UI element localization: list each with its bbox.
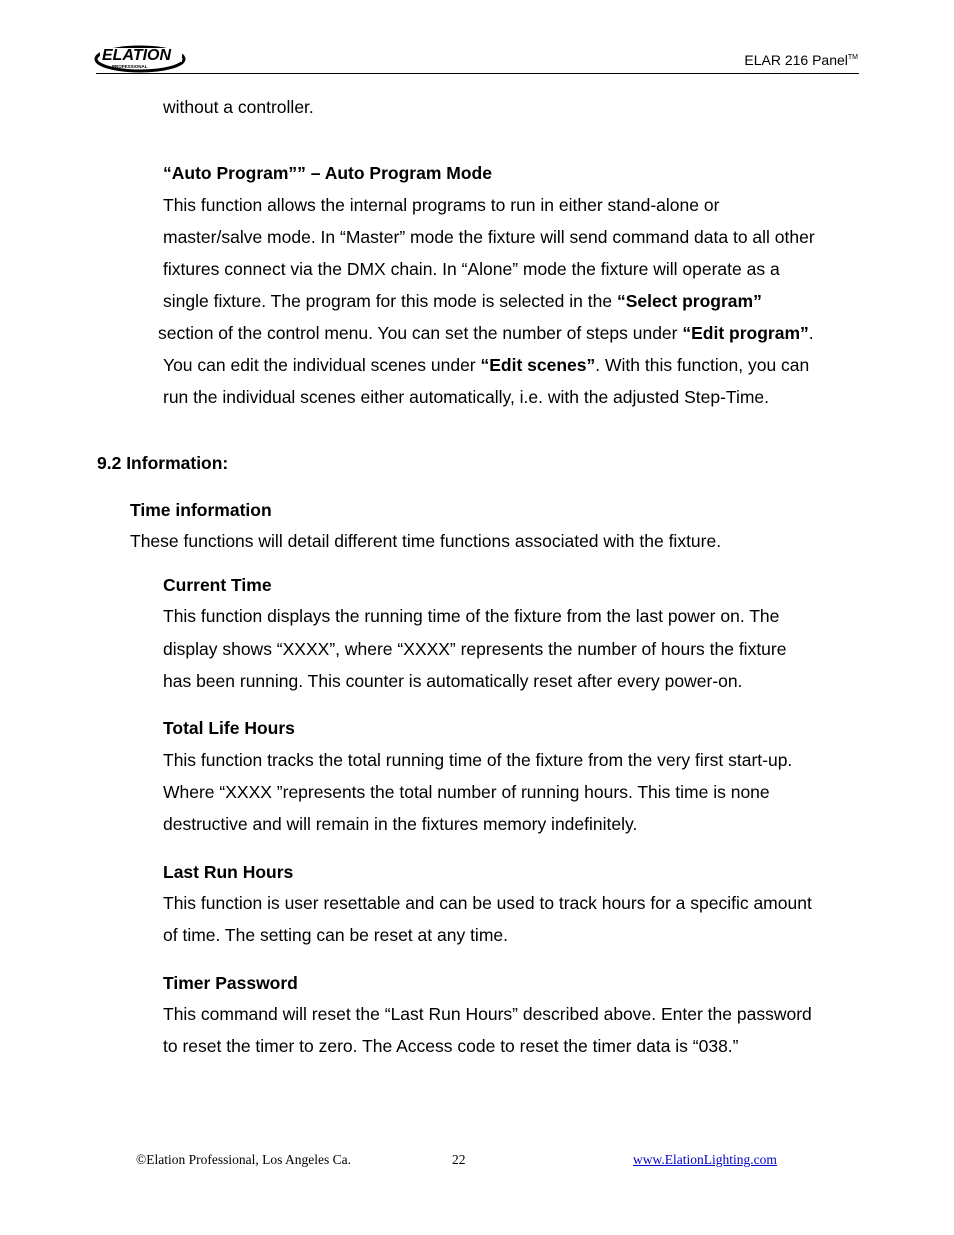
last-run-hours-line-1: This function is user resettable and can be used to track hours for a specific amount — [163, 893, 812, 913]
time-information-heading: Time information — [130, 500, 272, 520]
auto-program-line-1: This function allows the internal programs to run in either stand-alone or — [163, 195, 720, 215]
total-life-hours-line-2: Where “XXXX ”represents the total number of running hours. This time is none — [163, 782, 770, 802]
current-time-line-1: This function displays the running time of the fixture from the last power on. The — [163, 606, 780, 626]
time-information-text: These functions will detail different time functions associated with the fixture. — [130, 531, 722, 551]
auto-program-line-3: fixtures connect via the DMX chain. In “Alone” mode the fixture will operate as a — [163, 259, 780, 279]
auto-program-line-5: section of the control menu. You can set the number of steps under “Edit program”. — [158, 323, 814, 343]
footer-page-number: 22 — [452, 1152, 466, 1167]
timer-password-line-1: This command will reset the “Last Run Hours” described above. Enter the password — [163, 1004, 812, 1024]
logo-wordmark: ELATION — [102, 47, 172, 64]
continuation-text: without a controller. — [163, 97, 314, 117]
auto-program-line-2: master/salve mode. In “Master” mode the fixture will send command data to all other — [163, 227, 815, 247]
trademark-mark: TM — [847, 54, 858, 61]
elation-logo — [94, 40, 190, 74]
total-life-hours-heading: Total Life Hours — [163, 718, 295, 738]
document-title: ELAR 216 Panel™ — [744, 52, 858, 68]
total-life-hours-line-3: destructive and will remain in the fixtures memory indefinitely. — [163, 814, 638, 834]
current-time-line-3: has been running. This counter is automatically reset after every power-on. — [163, 671, 743, 691]
total-life-hours-line-1: This function tracks the total running time of the fixture from the very first start-up. — [163, 750, 793, 770]
header-rule — [96, 73, 859, 74]
footer-copyright: ©Elation Professional, Los Angeles Ca. — [136, 1152, 351, 1167]
current-time-heading: Current Time — [163, 575, 272, 595]
timer-password-heading: Timer Password — [163, 973, 298, 993]
last-run-hours-line-2: of time. The setting can be reset at any time. — [163, 925, 508, 945]
logo-subtext: PROFESSIONAL — [112, 64, 148, 69]
edit-program-ref: “Edit program” — [682, 323, 809, 343]
edit-scenes-ref: “Edit scenes” — [480, 355, 596, 375]
current-time-line-2: display shows “XXXX”, where “XXXX” represents the number of hours the fixture — [163, 639, 787, 659]
auto-program-line-6: You can edit the individual scenes under “Edit scenes”. With this function, you can — [163, 355, 810, 375]
footer-website-link[interactable]: www.ElationLighting.com — [633, 1152, 777, 1167]
auto-program-line-4: single fixture. The program for this mode is selected in the “Select program” — [163, 291, 762, 311]
auto-program-heading: “Auto Program”” – Auto Program Mode — [163, 163, 492, 183]
section-heading-information: 9.2 Information: — [97, 453, 229, 473]
last-run-hours-heading: Last Run Hours — [163, 862, 294, 882]
timer-password-line-2: to reset the timer to zero. The Access code to reset the timer data is “038.” — [163, 1036, 739, 1056]
select-program-ref: “Select program” — [616, 291, 762, 311]
auto-program-line-7: run the individual scenes either automatically, i.e. with the adjusted Step-Time. — [163, 387, 770, 407]
